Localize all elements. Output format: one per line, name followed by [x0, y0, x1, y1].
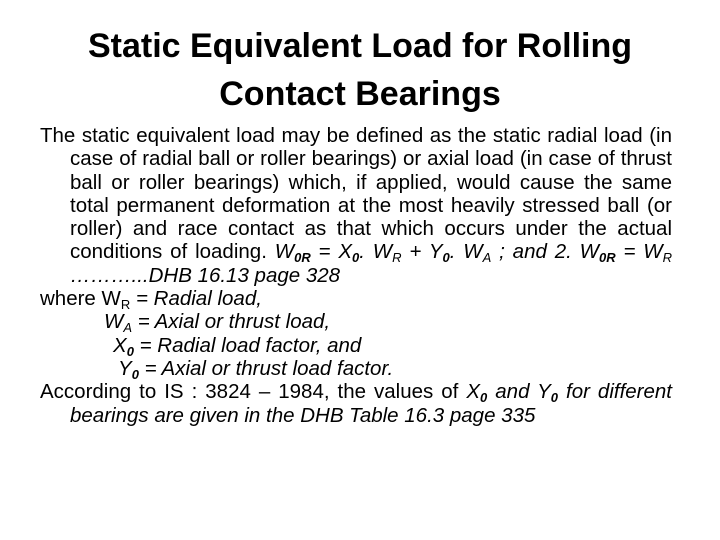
- equation-line: $W_{0R} = X_0$. $W_R + Y_0$. $W_A$ ; and 2. $W_{0R} = W_R$ ………...DHB 16.13 page 328: [70, 240, 673, 287]
- dhb-reference: ………...DHB 16.13 page 328: [70, 263, 341, 287]
- definition-text: The static equivalent load may be defined as the static radial load (in case of radial ball or roller bearings) or axial load (in case of thrust ball or roller bearings) which, if applied, would cause the same total permanent deformation at the most heavily stressed ball (or roller) and race contact as that which occurs under the actual conditions of loading.: [40, 124, 672, 264]
- where-wr-line: where $W_R$ = Radial load,: [40, 287, 262, 313]
- where-x0-line: $X_0$ = Radial load factor, and: [113, 333, 362, 359]
- title-line-1: Static Equivalent Load for Rolling: [87, 27, 633, 65]
- slide-body: [40, 124, 672, 427]
- where-y0-line: $Y_0$ = Axial or thrust load factor.: [118, 356, 394, 382]
- title-line-2: Contact Bearings: [219, 75, 501, 113]
- definition-paragraph: [40, 124, 672, 287]
- where-wa-line: $W_A$ = Axial or thrust load,: [104, 310, 331, 336]
- slide-title: [40, 22, 680, 118]
- according-paragraph: According to IS : 3824 – 1984, the values of $X_0$ and $Y_0$ for different bearings are given in the DHB Table 16.3 page 335: [40, 380, 672, 427]
